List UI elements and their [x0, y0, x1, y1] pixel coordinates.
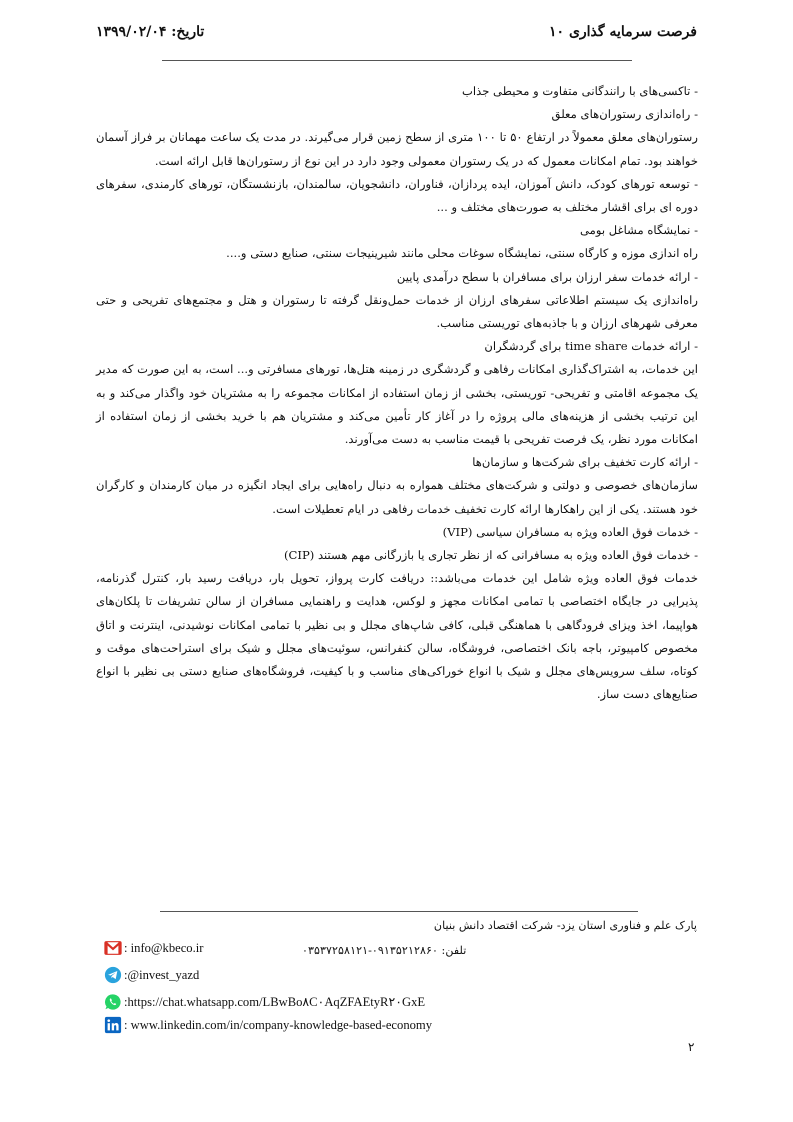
footer-telegram — [104, 965, 199, 985]
paragraph: - نمایشگاه مشاغل بومی — [579, 223, 698, 238]
whatsapp-icon — [104, 993, 122, 1011]
telegram-handle[interactable]: :@invest_yazd — [124, 968, 200, 982]
gmail-icon — [104, 939, 122, 957]
page-number: ۲ — [688, 1040, 695, 1054]
paragraph: رستوران‌های معلق معمولاً در ارتفاع ۵۰ تا ۱۰۰ متری از سطح زمین قرار می‌گیرند. در مدت یک ساعت مهمانان بر فراز آسمان خواهند بود. تمام امکانات معمول که در یک رستوران معمولی وجود دارد در این نوع از رستوران‌ها قابل ارائه است. — [96, 130, 698, 168]
linkedin-icon — [104, 1016, 122, 1034]
paragraph: - ارائه کارت تخفیف برای شرکت‌ها و سازمان‌ها — [472, 455, 698, 470]
paragraph: این خدمات، به اشتراک‌گذاری امکانات رفاهی و گردشگری در زمینه هتل‌ها، تورهای مسافرتی و... است، به این صورت که مدیر یک مجموعه اقامتی و تفریحی- توریستی، بخشی از زمان استفاده از امکانات مجموعه را به مشتریان خود واگذار می‌کند و به این ترتیب بخشی از هزینه‌های مالی پروژه را در آغاز کار تأمین می‌کند و مشتریان هم با خرید بخشی از زمان استفاده از امکانات مورد نظر، یک فرصت تفریحی با قیمت مناسب به دست می‌آورند. — [96, 362, 698, 447]
footer-phone: تلفن: ۰۹۱۳۵۲۱۲۸۶۰-۰۳۵۳۷۲۵۸۱۲۱ — [302, 944, 467, 957]
paragraph: - خدمات فوق العاده ویژه به مسافران سیاسی (VIP) — [442, 524, 698, 539]
paragraph: - راه‌اندازی رستوران‌های معلق — [551, 107, 698, 122]
paragraph: - ارائه خدمات سفر ارزان برای مسافران با سطح درآمدی پایین — [396, 269, 698, 284]
paragraph: راه‌اندازی یک سیستم اطلاعاتی سفرهای ارزان از خدمات حمل‌ونقل گرفته تا رستوران و هتل و مجتمع‌های تفریحی و حتی معرفی شهرهای ارزان و با جاذبه‌های توریستی مناسب. — [96, 292, 698, 331]
telegram-icon — [104, 966, 122, 984]
paragraph: - تاکسی‌های با رانندگانی متفاوت و محیطی جذاب — [461, 84, 698, 98]
page-header — [96, 24, 697, 46]
document-body — [96, 80, 698, 706]
document-title: فرصت سرمایه گذاری ۱۰ — [549, 24, 697, 40]
footer-divider — [160, 911, 638, 912]
paragraph: خدمات فوق العاده ویژه شامل این خدمات می‌باشد:: دریافت کارت پرواز، تحویل بار، دریافت رسید بار، کنترل گذرنامه، پذیرایی در جایگاه اختصاصی با تمامی امکانات مجهز و لوکس، هدایت و راهنمایی مسافران از سالن تشریفات تا پلکان‌های هواپیما، اخذ ویزای فرودگاهی با هماهنگی قبلی، کافی شاپ‌های مجلل و بی نظیر با تمامی امکانات نوشیدنی، اینترنت و اتاق مخصوص کامپیوتر، باجه بانک اختصاصی، فروشگاه، سالن کنفرانس، سوئیت‌های مجلل و شیک برای استراحت‌های موقت و کوتاه، سلف سرویس‌های مجلل و شیک با انواع خوراکی‌های مناسب و با کیفیت، فروشگاه‌های صنایع دستی بی نظیر با انواع صنایع‌های دست ساز. — [96, 571, 698, 702]
document-date: تاریخ: ۱۳۹۹/۰۲/۰۴ — [96, 24, 205, 40]
email-address[interactable]: : info@kbeco.ir — [124, 941, 204, 955]
footer-whatsapp — [104, 992, 425, 1012]
paragraph: راه اندازی موزه و کارگاه سنتی، نمایشگاه سوغات محلی مانند شیرینیجات سنتی، صنایع دستی و.... — [226, 246, 698, 261]
whatsapp-link[interactable]: :https://chat.whatsapp.com/LBwBo۸C۰AqZFAEtyR۲۰GxE — [124, 995, 426, 1009]
footer-email — [104, 938, 203, 958]
paragraph: - توسعه تورهای کودک، دانش آموزان، ایده پردازان، فناوران، دانشجویان، سالمندان، بازنشستگان، تورهای کارمندی، سفرهای دوره ای برای اقشار مختلف به صورت‌های مختلف و ... — [96, 176, 698, 215]
paragraph: - ارائه خدمات time share برای گردشگران — [484, 339, 698, 354]
footer-organization: پارک علم و فناوری استان یزد- شرکت اقتصاد دانش بنیان — [433, 919, 697, 932]
paragraph: سازمان‌های خصوصی و دولتی و شرکت‌های مختلف همواره به دنبال راه‌هایی برای ایجاد انگیزه در میان کارمندان و کارگران خود هستند. یکی از این راهکارها ارائه کارت تخفیف خدمات رفاهی در ایام تعطیلات است. — [96, 478, 698, 516]
paragraph: - خدمات فوق العاده ویژه به مسافرانی که از نظر تجاری یا بازرگانی مهم هستند (CIP) — [283, 548, 698, 563]
footer-linkedin — [104, 1015, 432, 1035]
linkedin-link[interactable]: : www.linkedin.com/in/company-knowledge-based-economy — [124, 1018, 432, 1032]
header-divider — [162, 60, 632, 61]
